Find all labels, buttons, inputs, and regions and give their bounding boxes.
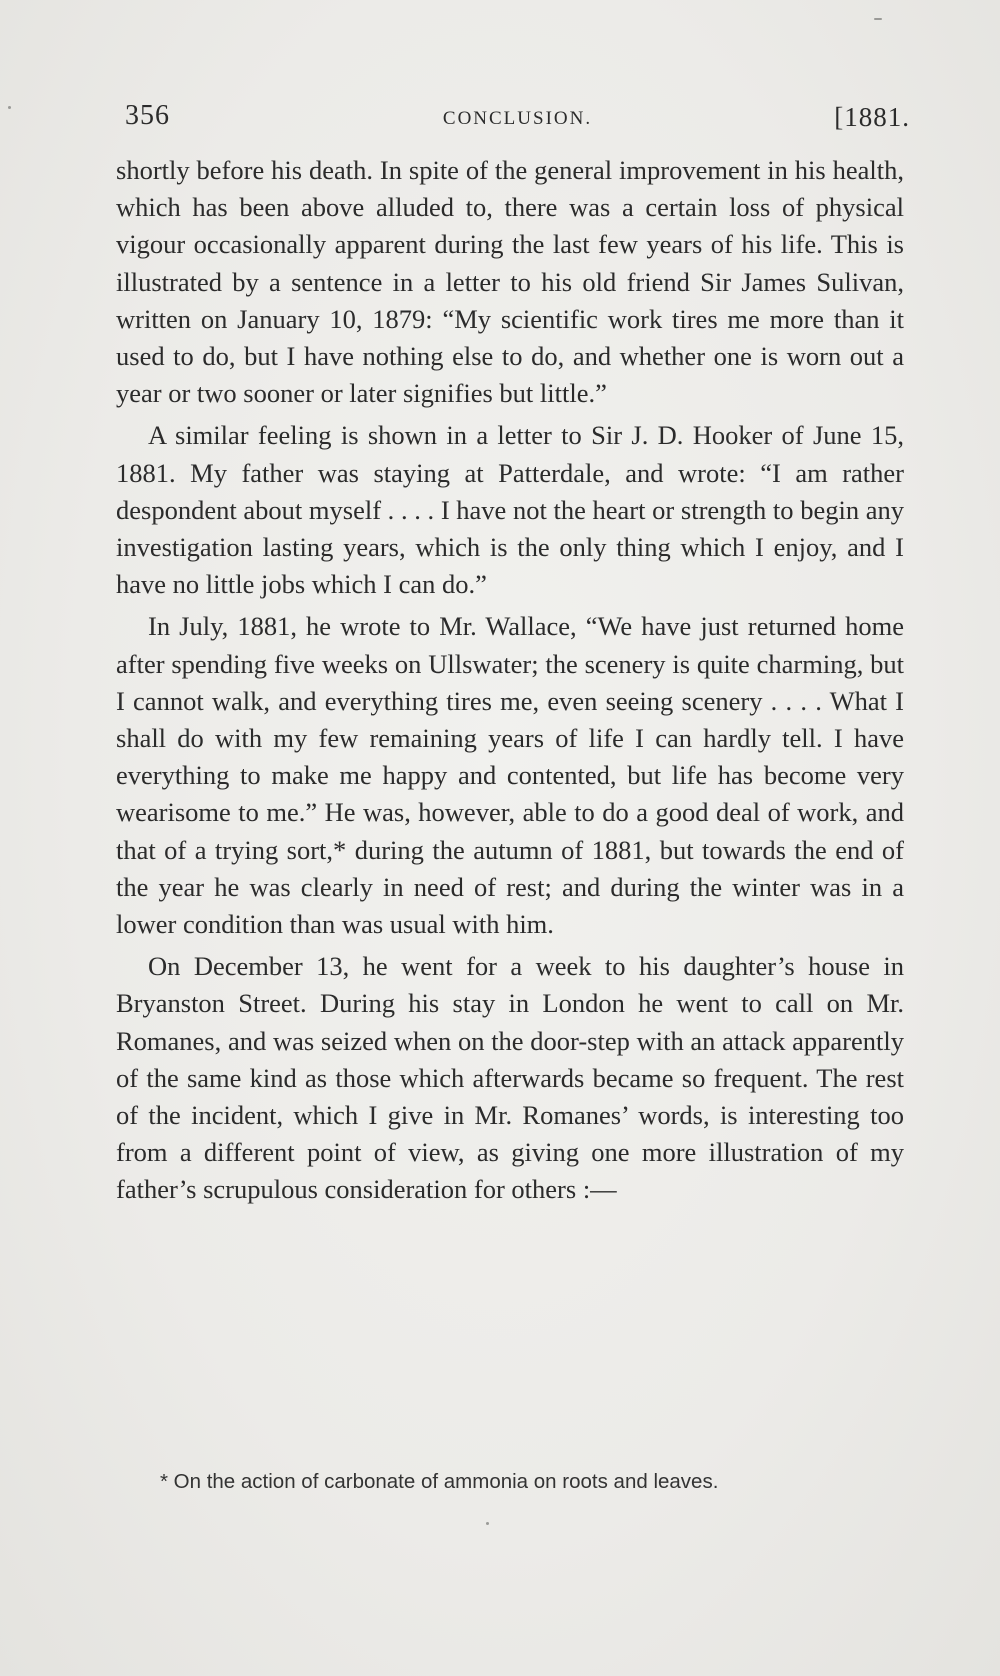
paragraph-wallace-letter: In July, 1881, he wrote to Mr. Wallace, “We have just returned home after spending five weeks on Ullswater; the scenery is quite charming, but I cannot walk, and everything tires me, even seeing scenery . . . . What I shall do with my few remaining years of life I can hardly tell. I have everything to make me happy and contented, but life has become very wearisome to me.” He was, however, able to do a good deal of work, and that of a trying sort,* during the autumn of 1881, but towards the end of the year he was clearly in need of rest; and during the winter was in a lower condition than was usual with him. bbox=[116, 611, 904, 940]
running-year: [1881. bbox=[834, 102, 910, 132]
paper-speck bbox=[874, 18, 882, 20]
page-number: 356 bbox=[125, 100, 170, 131]
footnote: * On the action of carbonate of ammonia on roots and leaves. bbox=[160, 1470, 719, 1493]
running-title: CONCLUSION. bbox=[442, 108, 593, 129]
paragraph-december-visit: On December 13, he went for a week to his daughter’s house in Bryanston Street. During his stay in London he went to call on Mr. Romanes, and was seized when on the door-step with an attack apparently of the same kind as those which afterwards became so frequent. The rest of the incident, which I give in Mr. Romanes’ words, is interesting too from a different point of view, as giving one more illustration of my father’s scrupulous consideration for others :— bbox=[116, 951, 904, 1205]
running-head bbox=[125, 100, 910, 140]
paper-speck bbox=[8, 106, 11, 109]
paragraph-hooker-letter: A similar feeling is shown in a letter to Sir J. D. Hooker of June 15, 1881. My father was staying at Patterdale, and wrote: “I am rather despondent about myself . . . . I have not the heart or strength to begin any investigation lasting years, which is the only thing which I enjoy, and I have no little jobs which I can do.” bbox=[116, 420, 904, 600]
paragraph-continuation: shortly before his death. In spite of the general improvement in his health, which has been above alluded to, there was a certain loss of physical vigour occasionally apparent during the last few years of his life. This is illustrated by a sentence in a letter to his old friend Sir James Sulivan, written on January 10, 1879: “My scientific work tires me more than it used to do, but I have nothing else to do, and whether one is worn out a year or two sooner or later signifies but little.” bbox=[116, 155, 904, 409]
body-text bbox=[116, 152, 904, 1214]
paper-speck bbox=[486, 1522, 489, 1525]
